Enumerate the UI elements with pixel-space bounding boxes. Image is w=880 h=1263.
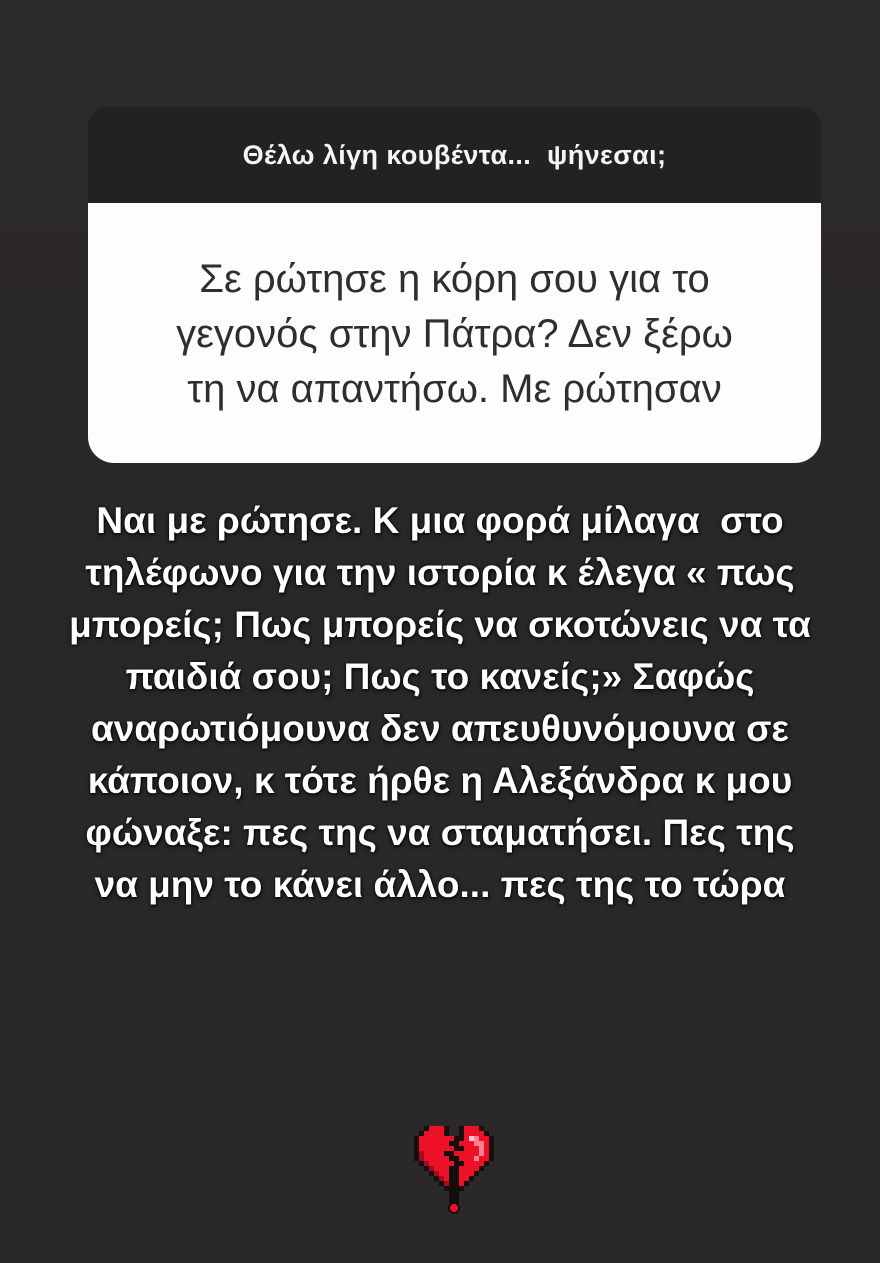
question-sticker[interactable] [88, 107, 821, 463]
question-line: Σε ρώτησε η κόρη σου για το [199, 256, 710, 301]
heart-drop [449, 1203, 459, 1213]
answer-line: να μην το κάνει άλλο... πες της το τώρα [94, 864, 786, 905]
answer-text-block [0, 495, 880, 911]
broken-heart-icon [414, 1126, 494, 1216]
question-line: τη να απαντήσω. Με ρώτησαν [187, 366, 722, 411]
question-sticker-header [88, 107, 821, 203]
answer-line: παιδιά σου; Πως το κανείς;» Σαφώς [125, 656, 755, 697]
answer-line: τηλέφωνο για την ιστορία κ έλεγα « πως [85, 552, 795, 593]
answer-line: φώναξε: πες της να σταματήσει. Πες της [85, 812, 795, 853]
answer-line: Ναι με ρώτησε. Κ μια φορά μίλαγα στο [96, 500, 784, 541]
question-box [88, 203, 821, 463]
heart-highlight-bright-layer [469, 1136, 474, 1141]
answer-line: μπορείς; Πως μπορείς να σκοτώνεις να τα [69, 604, 811, 645]
question-line: γεγονός στην Πάτρα? Δεν ξέρω [176, 311, 733, 356]
answer-line: αναρωτιόμουνα δεν απευθυνόμουνα σε [91, 708, 789, 749]
heart-drop-circle [449, 1203, 459, 1213]
answer-line: κάποιον, κ τότε ήρθε η Αλεξάνδρα κ μου [87, 760, 793, 801]
sticker-prompt-text: Θέλω λίγη κουβέντα... ψήνεσαι; [242, 139, 667, 170]
